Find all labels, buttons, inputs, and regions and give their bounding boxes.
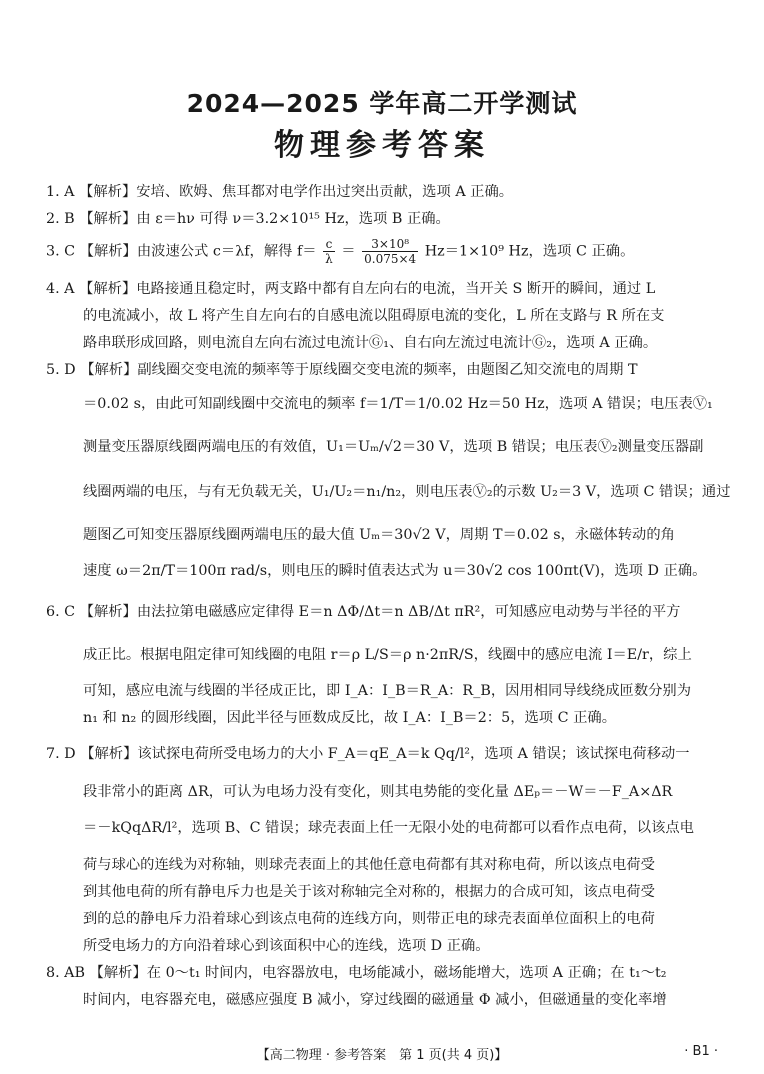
answer-7-line-5: 到其他电荷的所有静电斥力也是关于该对称轴完全对称的，根据力的合成可知，该点电荷受 xyxy=(83,884,655,900)
fraction-denominator: λ xyxy=(325,252,333,266)
answer-4-line-1: 4. A 【解析】电路接通且稳定时，两支路中都有自左向右的电流，当开关 S 断开的瞬间，通过 L xyxy=(46,281,656,297)
answer-6-line-1: 6. C 【解析】由法拉第电磁感应定律得 E＝n ΔΦ/Δt＝n ΔB/Δt πR²，可知感应电动势与半径的平方 xyxy=(46,604,681,620)
answer-3-text-post: Hz＝1×10⁹ Hz，选项 C 正确。 xyxy=(424,243,635,260)
answer-3-text-pre: 3. C 【解析】由波速公式 c＝λf，解得 f＝ xyxy=(46,243,317,260)
answer-7-line-2: 段非常小的距离 ΔR，可认为电场力没有变化，则其电势能的变化量 ΔEₚ＝－W＝－F_A×ΔR xyxy=(83,784,673,800)
answer-5-line-5: 题图乙可知变压器原线圈两端电压的最大值 Uₘ＝30√2 V，周期 T＝0.02 s，永磁体转动的角 xyxy=(83,527,675,543)
answer-5-line-1: 5. D 【解析】副线圈交变电流的频率等于原线圈交变电流的频率，由题图乙知交流电的周期 T xyxy=(46,362,638,378)
answer-8-line-2: 时间内，电容器充电，磁感应强度 B 减小，穿过线圈的磁通量 Φ 减小，但磁通量的变化率增 xyxy=(83,992,667,1008)
answer-3-text-mid: ＝ xyxy=(341,243,356,260)
answer-4-line-3: 路串联形成回路，则电流自左向右流过电流计Ⓖ₁、自右向左流过电流计Ⓖ₂，选项 A 正确。 xyxy=(83,335,658,351)
answer-6-line-4: n₁ 和 n₂ 的圆形线圈，因此半径与匝数成反比，故 I_A：I_B＝2：5，选项 C 正确。 xyxy=(83,710,617,726)
answer-7-line-4: 荷与球心的连线为对称轴，则球壳表面上的其他任意电荷都有其对称电荷，所以该点电荷受 xyxy=(83,857,655,873)
answer-5-line-3: 测量变压器原线圈两端电压的有效值，U₁＝Uₘ/√2＝30 V，选项 B 错误；电压表Ⓥ₂测量变压器副 xyxy=(83,439,704,455)
answer-1: 1. A 【解析】安培、欧姆、焦耳都对电学作出过突出贡献，选项 A 正确。 xyxy=(46,184,514,200)
answer-7-line-1: 7. D 【解析】该试探电荷所受电场力的大小 F_A＝qE_A＝k Qq/l²，选项 A 错误；该试探电荷移动一 xyxy=(46,746,690,762)
answer-7-line-7: 所受电场力的方向沿着球心到该面积中心的连线，选项 D 正确。 xyxy=(83,938,490,954)
answer-4-line-2: 的电流减小，故 L 将产生自左向右的自感电流以阻碍原电流的变化，L 所在支路与 R 所在支 xyxy=(83,308,665,324)
fraction-c-over-lambda xyxy=(323,237,335,266)
answer-5-line-2: ＝0.02 s，由此可知副线圈中交流电的频率 f＝1/T＝1/0.02 Hz＝50 Hz，选项 A 错误；电压表Ⓥ₁ xyxy=(83,396,713,412)
page-footer: 【高二物理 · 参考答案 第 1 页(共 4 页)】 xyxy=(256,1048,508,1063)
page-subtitle: 物理参考答案 xyxy=(274,128,490,163)
fraction-denominator: 0.075×4 xyxy=(364,252,417,266)
fraction-value xyxy=(362,237,418,266)
page-code: · B1 · xyxy=(684,1044,718,1059)
answer-7-line-3: ＝－kQqΔR/l²，选项 B、C 错误；球壳表面上任一无限小处的电荷都可以看作点电荷，以该点电 xyxy=(83,820,694,836)
answer-7-line-6: 到的总的静电斥力沿着球心到该点电荷的连线方向，则带正电的球壳表面单位面积上的电荷 xyxy=(83,911,655,927)
fraction-numerator: c xyxy=(323,237,335,252)
answer-3 xyxy=(46,237,634,266)
answer-5-line-6: 速度 ω＝2π/T＝100π rad/s，则电压的瞬时值表达式为 u＝30√2 cos 100πt(V)，选项 D 正确。 xyxy=(83,563,707,579)
answer-6-line-3: 可知，感应电流与线圈的半径成正比，即 I_A：I_B＝R_A：R_B，因用相同导线绕成匝数分别为 xyxy=(83,683,692,699)
answer-6-line-2: 成正比。根据电阻定律可知线圈的电阻 r＝ρ L/S＝ρ n·2πR/S，线圈中的感应电流 I＝E/r，综上 xyxy=(83,647,692,663)
page-title: 2024—2025 学年高二开学测试 xyxy=(186,89,578,118)
answer-5-line-4: 线圈两端的电压，与有无负载无关，U₁/U₂＝n₁/n₂，则电压表Ⓥ₂的示数 U₂＝3 V，选项 C 错误；通过 xyxy=(83,484,731,500)
fraction-numerator: 3×10⁸ xyxy=(362,237,418,252)
answer-8-line-1: 8. AB 【解析】在 0～t₁ 时间内，电容器放电，电场能减小，磁场能增大，选项 A 正确；在 t₁～t₂ xyxy=(46,965,667,981)
answer-2: 2. B 【解析】由 ε＝hν 可得 ν＝3.2×10¹⁵ Hz，选项 B 正确。 xyxy=(46,211,450,227)
